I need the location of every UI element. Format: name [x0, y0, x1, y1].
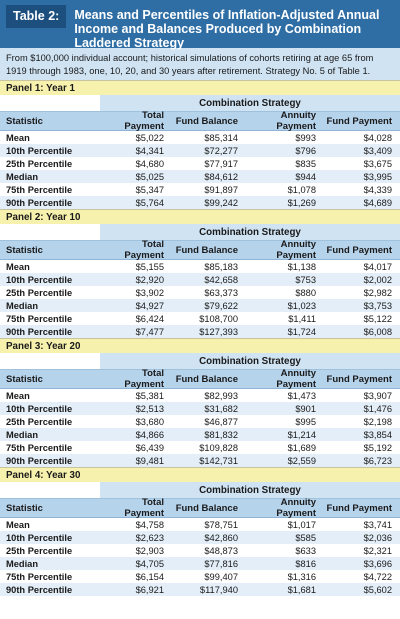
table-row — [0, 389, 400, 402]
table-number: Table 2: — [6, 5, 66, 28]
column-header: Fund Payment — [326, 502, 392, 514]
table-cell: $77,816 — [204, 558, 238, 569]
table-row — [0, 312, 400, 325]
table-cell: $1,316 — [287, 571, 316, 582]
table-cell: $46,877 — [204, 416, 238, 427]
table-cell: $5,347 — [135, 184, 164, 195]
table-cell: $82,993 — [204, 390, 238, 401]
table-cell: $4,017 — [363, 261, 392, 272]
row-label: 75th Percentile — [6, 571, 73, 582]
group-label: Combination Strategy — [100, 353, 400, 369]
panels-container — [0, 80, 400, 596]
row-label: Median — [6, 558, 39, 569]
column-header: Statistic — [6, 373, 43, 385]
table-cell: $3,854 — [363, 429, 392, 440]
table-cell: $42,860 — [204, 532, 238, 543]
group-label: Combination Strategy — [100, 224, 400, 240]
table-cell: $4,705 — [135, 558, 164, 569]
row-label: Median — [6, 171, 39, 182]
table-cell: $109,828 — [199, 442, 238, 453]
table-cell: $4,758 — [135, 519, 164, 530]
table-row — [0, 531, 400, 544]
row-label: 75th Percentile — [6, 442, 73, 453]
table-cell: $4,866 — [135, 429, 164, 440]
table-cell: $993 — [295, 132, 316, 143]
table-cell: $91,897 — [204, 184, 238, 195]
table-cell: $4,689 — [363, 197, 392, 208]
table-cell: $2,321 — [363, 545, 392, 556]
column-header-row — [0, 370, 400, 389]
table-cell: $3,675 — [363, 158, 392, 169]
row-label: 25th Percentile — [6, 416, 73, 427]
column-header: Statistic — [6, 115, 43, 127]
table-cell: $117,940 — [199, 584, 238, 595]
table-cell: $4,339 — [363, 184, 392, 195]
group-spacer — [0, 353, 100, 369]
table-cell: $3,409 — [363, 145, 392, 156]
group-header-row — [0, 353, 400, 370]
group-header-row — [0, 482, 400, 499]
table-cell: $1,023 — [287, 300, 316, 311]
group-label: Combination Strategy — [100, 482, 400, 498]
table-row — [0, 428, 400, 441]
table-cell: $31,682 — [204, 403, 238, 414]
panel-title: Panel 1: Year 1 — [0, 80, 400, 95]
table-row — [0, 583, 400, 596]
table-cell: $944 — [295, 171, 316, 182]
table-row — [0, 299, 400, 312]
table-cell: $6,008 — [363, 326, 392, 337]
table-cell: $3,907 — [363, 390, 392, 401]
table-row — [0, 144, 400, 157]
row-label: 90th Percentile — [6, 584, 73, 595]
table-cell: $4,927 — [135, 300, 164, 311]
column-header: Total Payment — [124, 368, 164, 390]
row-label: 25th Percentile — [6, 287, 73, 298]
column-header: Fund Payment — [326, 244, 392, 256]
table-cell: $4,680 — [135, 158, 164, 169]
panel-4 — [0, 467, 400, 596]
table-cell: $72,277 — [204, 145, 238, 156]
table-cell: $5,764 — [135, 197, 164, 208]
table-cell: $142,731 — [199, 455, 238, 466]
table-cell: $99,242 — [204, 197, 238, 208]
table-cell: $42,658 — [204, 274, 238, 285]
table-cell: $835 — [295, 158, 316, 169]
table-row — [0, 402, 400, 415]
table-cell: $1,724 — [287, 326, 316, 337]
table-note: From $100,000 individual account; historical simulations of cohorts retiring at age 65 from 1919 through 1983, one, 10, 20, and 30 years after retirement. Strategy No. 5 of Table 1. — [0, 48, 400, 80]
row-label: 90th Percentile — [6, 197, 73, 208]
column-header: Statistic — [6, 244, 43, 256]
table-cell: $2,903 — [135, 545, 164, 556]
table-cell: $63,373 — [204, 287, 238, 298]
table-cell: $5,022 — [135, 132, 164, 143]
table-cell: $2,513 — [135, 403, 164, 414]
table-cell: $81,832 — [204, 429, 238, 440]
panel-1 — [0, 80, 400, 209]
table-row — [0, 415, 400, 428]
table-cell: $2,559 — [287, 455, 316, 466]
table-cell: $1,411 — [288, 313, 316, 324]
table-cell: $880 — [295, 287, 316, 298]
table-cell: $2,036 — [363, 532, 392, 543]
column-header: Fund Balance — [175, 373, 238, 385]
panel-3 — [0, 338, 400, 467]
column-header: Annuity Payment — [276, 368, 316, 390]
row-label: Mean — [6, 132, 30, 143]
table-cell: $1,689 — [287, 442, 316, 453]
table-cell: $1,138 — [287, 261, 316, 272]
table-cell: $85,183 — [204, 261, 238, 272]
table-cell: $2,982 — [363, 287, 392, 298]
table-cell: $3,741 — [363, 519, 392, 530]
table-row — [0, 325, 400, 338]
table-cell: $816 — [295, 558, 316, 569]
table-title: Means and Percentiles of Inflation-Adjusted Annual Income and Balances Produced by Combination Laddered Strategy — [74, 8, 380, 50]
table-row — [0, 260, 400, 273]
table-cell: $5,025 — [135, 171, 164, 182]
row-label: 75th Percentile — [6, 184, 73, 195]
row-label: 25th Percentile — [6, 545, 73, 556]
row-label: 75th Percentile — [6, 313, 73, 324]
table-cell: $77,917 — [204, 158, 238, 169]
row-label: Median — [6, 429, 39, 440]
table-cell: $3,696 — [363, 558, 392, 569]
table-cell: $127,393 — [199, 326, 238, 337]
row-label: Mean — [6, 519, 30, 530]
table-cell: $78,751 — [204, 519, 238, 530]
row-label: 90th Percentile — [6, 326, 73, 337]
row-label: 90th Percentile — [6, 455, 73, 466]
panel-title: Panel 3: Year 20 — [0, 338, 400, 353]
table-cell: $84,612 — [204, 171, 238, 182]
row-label: 25th Percentile — [6, 158, 73, 169]
table-row — [0, 441, 400, 454]
table-row — [0, 286, 400, 299]
table-cell: $6,723 — [363, 455, 392, 466]
table-row — [0, 544, 400, 557]
column-header: Annuity Payment — [276, 497, 316, 519]
table-cell: $79,622 — [204, 300, 238, 311]
column-header: Total Payment — [124, 497, 164, 519]
row-label: 10th Percentile — [6, 403, 73, 414]
column-header: Statistic — [6, 502, 43, 514]
column-header: Total Payment — [124, 110, 164, 132]
table-cell: $3,995 — [363, 171, 392, 182]
table-cell: $5,155 — [135, 261, 164, 272]
column-header: Annuity Payment — [276, 110, 316, 132]
row-label: Median — [6, 300, 39, 311]
row-label: Mean — [6, 390, 30, 401]
table-cell: $6,921 — [135, 584, 164, 595]
table-header — [0, 0, 400, 48]
table-cell: $585 — [295, 532, 316, 543]
table-cell: $6,154 — [135, 571, 164, 582]
table-row — [0, 131, 400, 144]
table-cell: $901 — [295, 403, 316, 414]
table-row — [0, 273, 400, 286]
table-cell: $633 — [295, 545, 316, 556]
table-cell: $1,214 — [287, 429, 316, 440]
panel-title: Panel 2: Year 10 — [0, 209, 400, 224]
table-cell: $2,920 — [135, 274, 164, 285]
group-header-row — [0, 224, 400, 241]
table-cell: $1,017 — [287, 519, 316, 530]
column-header: Fund Balance — [175, 115, 238, 127]
table-cell: $6,439 — [135, 442, 164, 453]
group-label: Combination Strategy — [100, 95, 400, 111]
table-cell: $1,473 — [287, 390, 316, 401]
table-row — [0, 518, 400, 531]
table-cell: $2,623 — [135, 532, 164, 543]
table-cell: $5,381 — [135, 390, 164, 401]
table-cell: $4,722 — [363, 571, 392, 582]
table-row — [0, 454, 400, 467]
table-cell: $99,407 — [204, 571, 238, 582]
table-cell: $4,341 — [135, 145, 164, 156]
table-row — [0, 196, 400, 209]
row-label: 10th Percentile — [6, 532, 73, 543]
table-cell: $2,002 — [363, 274, 392, 285]
column-header-row — [0, 241, 400, 260]
table-cell: $1,078 — [287, 184, 316, 195]
table-cell: $4,028 — [363, 132, 392, 143]
table-row — [0, 183, 400, 196]
row-label: 10th Percentile — [6, 145, 73, 156]
table-row — [0, 557, 400, 570]
table-cell: $5,192 — [363, 442, 392, 453]
table-cell: $753 — [295, 274, 316, 285]
group-spacer — [0, 224, 100, 240]
table-cell: $7,477 — [135, 326, 164, 337]
panel-2 — [0, 209, 400, 338]
column-header: Fund Balance — [175, 244, 238, 256]
group-spacer — [0, 482, 100, 498]
table-cell: $3,680 — [135, 416, 164, 427]
group-header-row — [0, 95, 400, 112]
panel-title: Panel 4: Year 30 — [0, 467, 400, 482]
table-cell: $796 — [295, 145, 316, 156]
table-row — [0, 170, 400, 183]
table-cell: $1,269 — [287, 197, 316, 208]
table-cell: $3,902 — [135, 287, 164, 298]
column-header-row — [0, 112, 400, 131]
table-cell: $3,753 — [363, 300, 392, 311]
column-header: Fund Balance — [175, 502, 238, 514]
table-cell: $5,122 — [363, 313, 392, 324]
table-cell: $2,198 — [363, 416, 392, 427]
table-row — [0, 570, 400, 583]
column-header: Fund Payment — [326, 373, 392, 385]
table-row — [0, 157, 400, 170]
column-header: Annuity Payment — [276, 239, 316, 261]
table-cell: $85,314 — [204, 132, 238, 143]
column-header: Total Payment — [124, 239, 164, 261]
row-label: Mean — [6, 261, 30, 272]
column-header-row — [0, 499, 400, 518]
row-label: 10th Percentile — [6, 274, 73, 285]
group-spacer — [0, 95, 100, 111]
table-cell: $1,476 — [363, 403, 392, 414]
column-header: Fund Payment — [326, 115, 392, 127]
table-cell: $6,424 — [135, 313, 164, 324]
table-cell: $9,481 — [135, 455, 164, 466]
table-cell: $1,681 — [287, 584, 316, 595]
table-cell: $108,700 — [199, 313, 238, 324]
table-cell: $48,873 — [204, 545, 238, 556]
table-cell: $995 — [295, 416, 316, 427]
table-cell: $5,602 — [363, 584, 392, 595]
